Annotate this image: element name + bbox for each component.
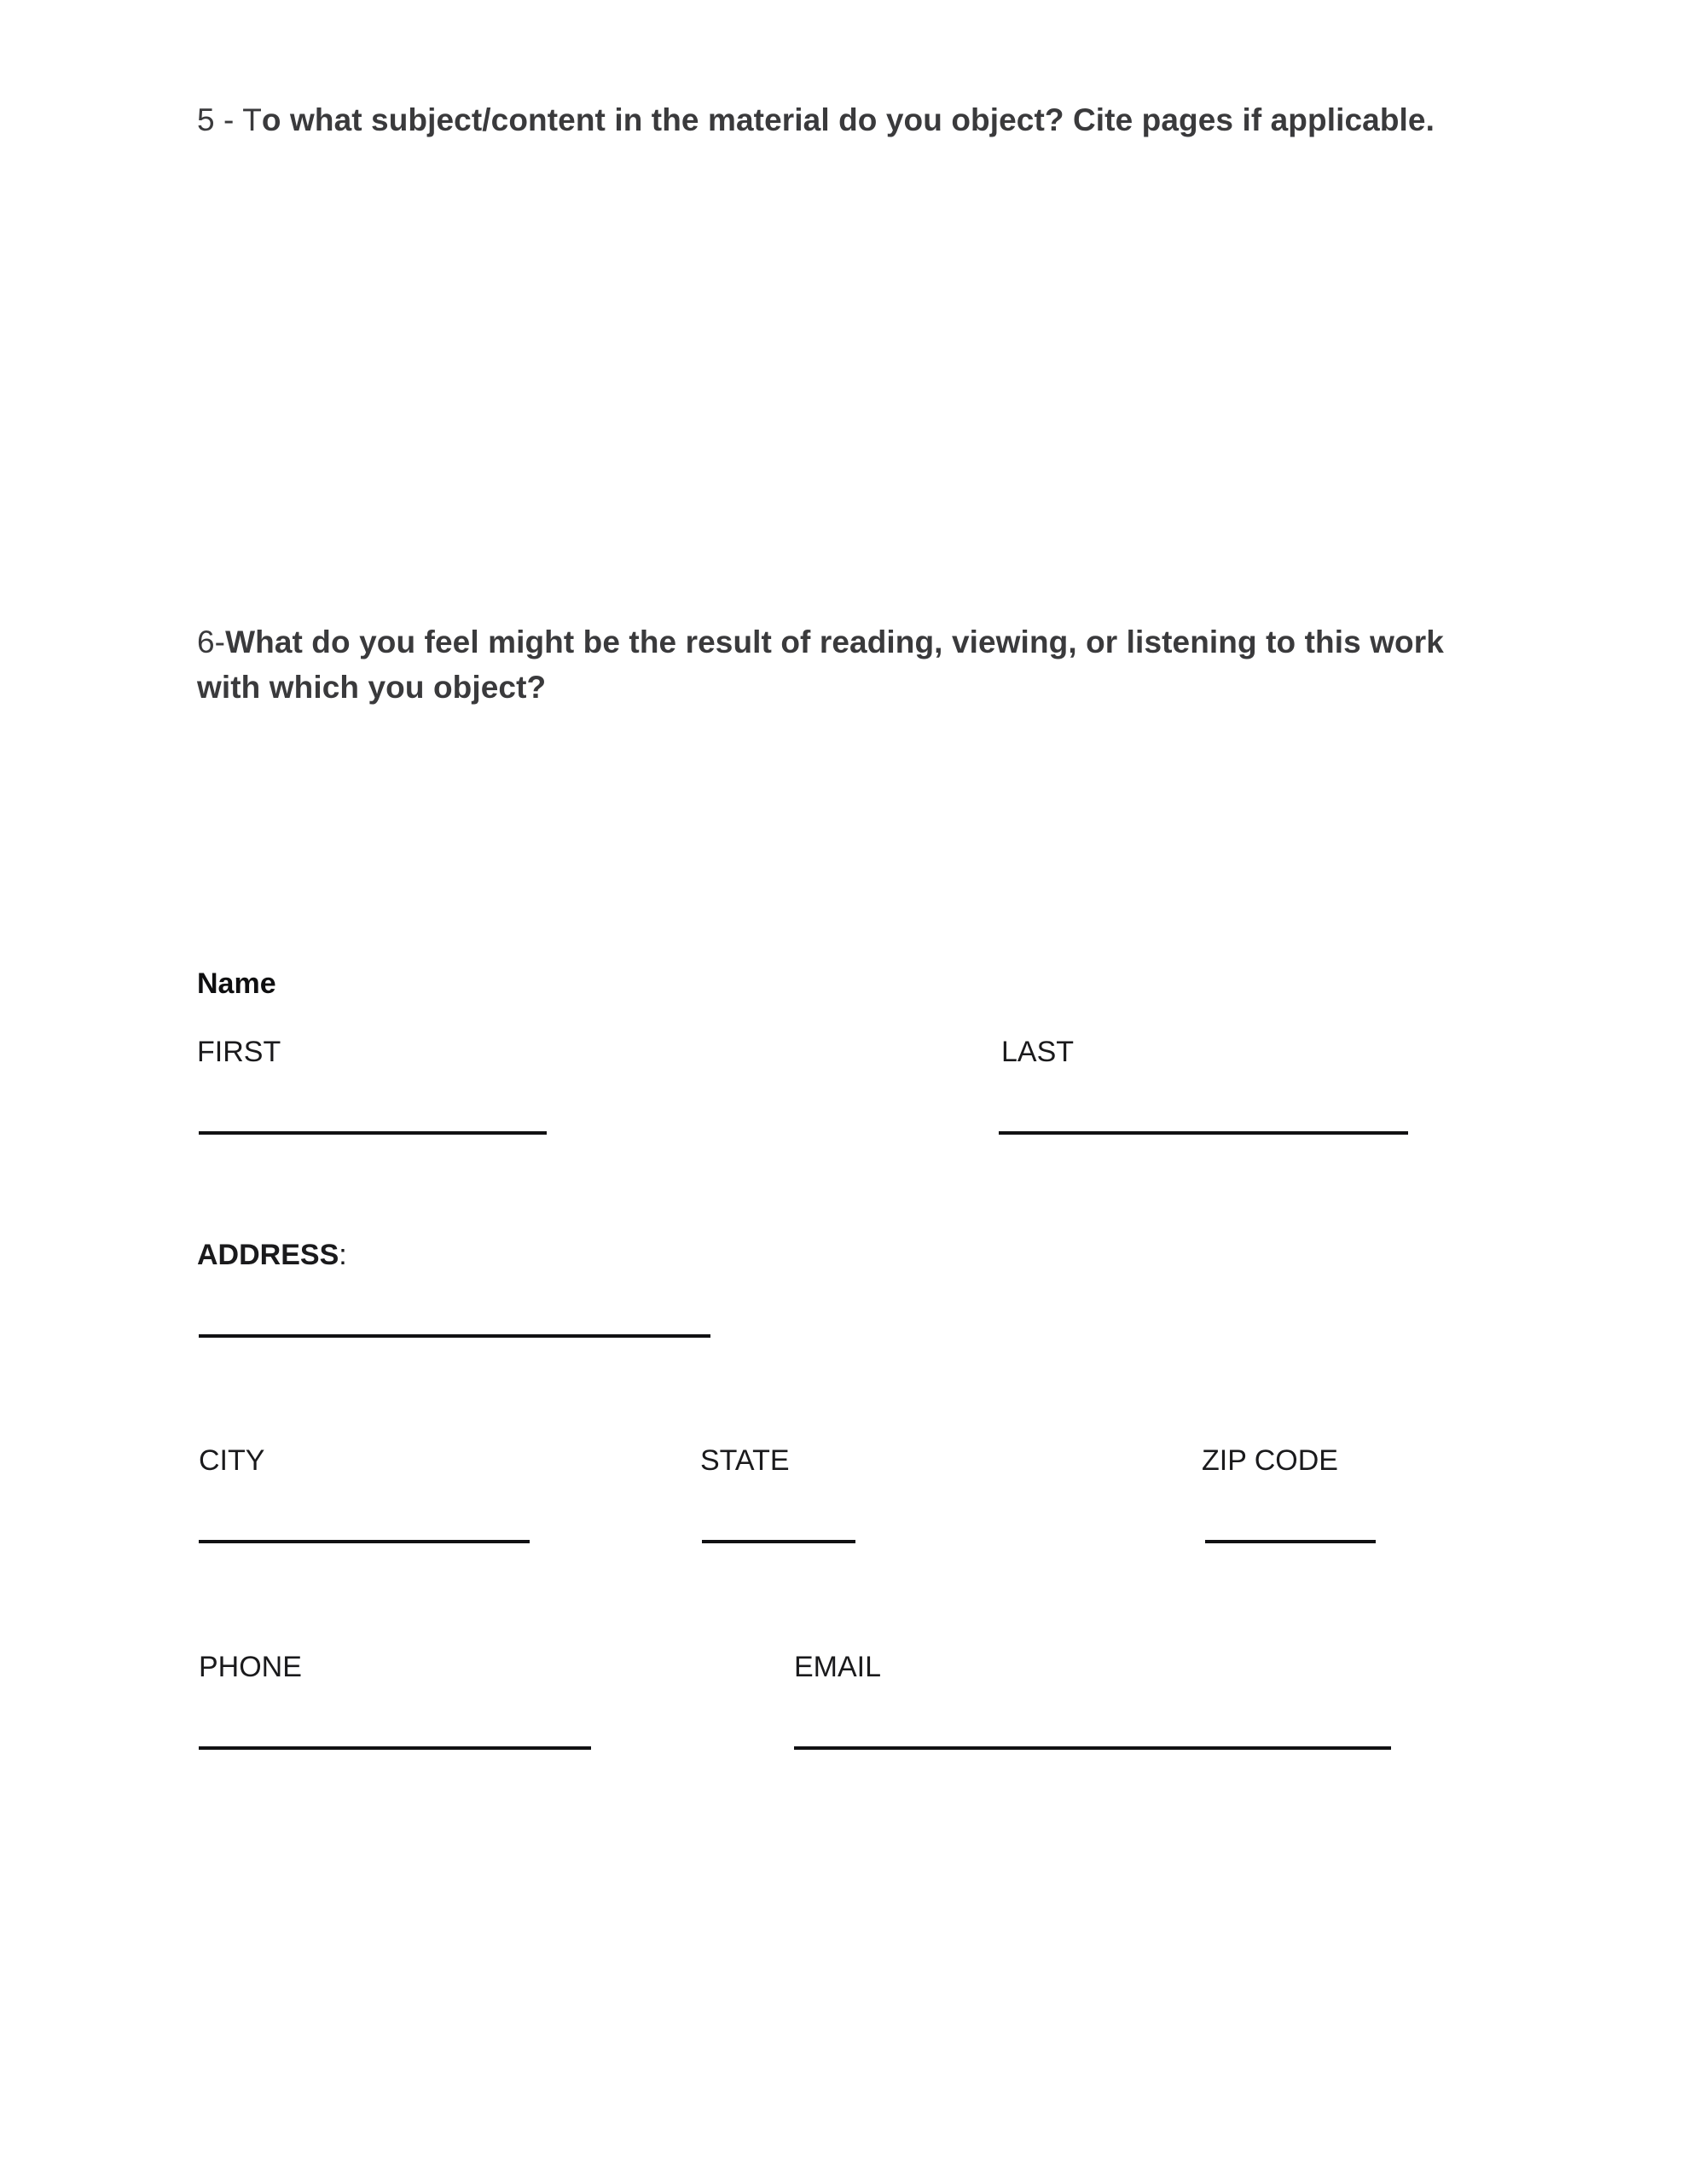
address-blank-line[interactable] (199, 1334, 710, 1338)
question-5 (197, 98, 1485, 143)
last-name-blank-line[interactable] (999, 1131, 1408, 1135)
city-label: CITY (199, 1444, 265, 1477)
zip-code-blank-line[interactable] (1205, 1540, 1376, 1543)
state-blank-line[interactable] (702, 1540, 855, 1543)
first-name-label: FIRST (197, 1036, 281, 1068)
address-label-colon: : (339, 1239, 347, 1271)
email-label: EMAIL (794, 1651, 882, 1683)
email-blank-line[interactable] (794, 1746, 1391, 1750)
last-name-label: LAST (1001, 1036, 1075, 1068)
first-name-blank-line[interactable] (199, 1131, 547, 1135)
phone-label: PHONE (199, 1651, 302, 1683)
question-6 (197, 620, 1510, 710)
question-6-text: What do you feel might be the result of reading, viewing, or listening to this work with which you object? (197, 624, 1444, 705)
phone-blank-line[interactable] (199, 1746, 591, 1750)
question-5-text: o what subject/content in the material do you object? Cite pages if applicable. (261, 102, 1435, 137)
name-section-heading: Name (197, 967, 276, 1000)
zip-code-label: ZIP CODE (1202, 1444, 1338, 1477)
question-6-number: 6- (197, 624, 226, 659)
city-blank-line[interactable] (199, 1540, 530, 1543)
address-label-group (197, 1239, 347, 1272)
question-5-number: 5 - T (197, 102, 262, 137)
state-label: STATE (700, 1444, 790, 1477)
address-label: ADDRESS (197, 1239, 339, 1271)
